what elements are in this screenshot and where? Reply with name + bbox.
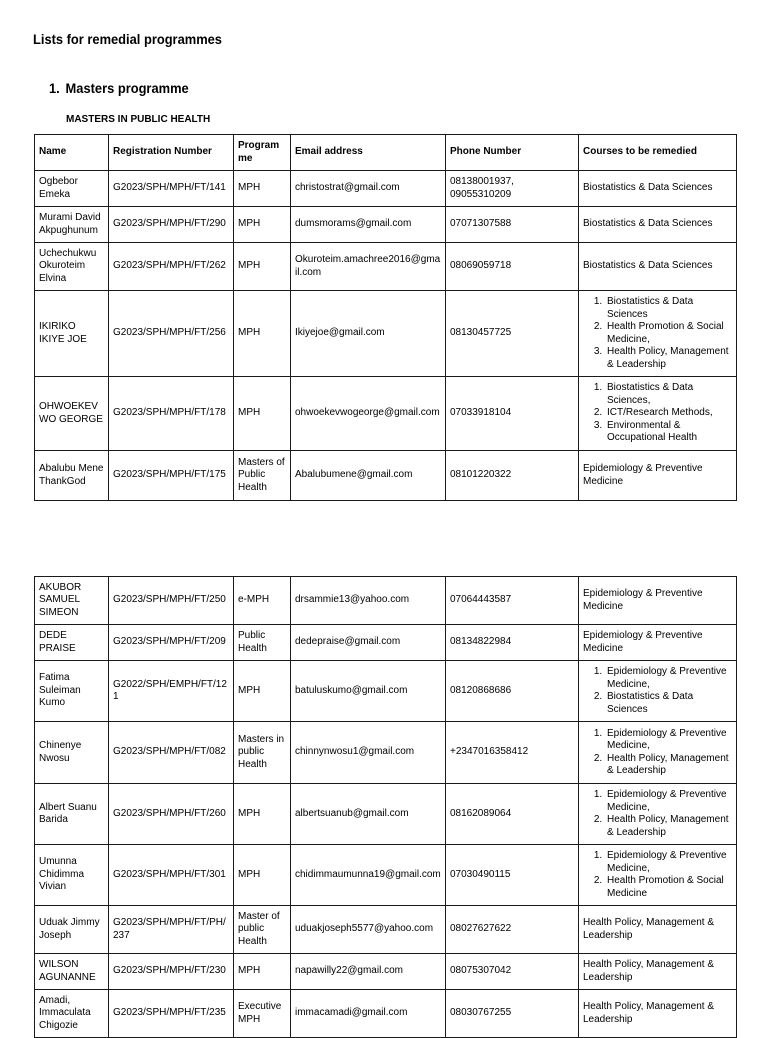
cell-phone: 08134822984 — [446, 625, 579, 661]
courses-list — [583, 850, 732, 900]
cell-name: Albert Suanu Barida — [35, 784, 109, 845]
column-header-programme: Programme — [234, 135, 291, 171]
cell-programme: Executive MPH — [234, 990, 291, 1038]
cell-registration-number: G2023/SPH/MPH/FT/235 — [109, 990, 234, 1038]
cell-email: albertsuanub@gmail.com — [291, 784, 446, 845]
cell-programme: e-MPH — [234, 577, 291, 625]
course-item: 3. Environmental & Occupational Health — [605, 420, 732, 445]
table-row — [35, 625, 737, 661]
cell-registration-number: G2023/SPH/MPH/FT/230 — [109, 954, 234, 990]
cell-programme: MPH — [234, 291, 291, 377]
cell-name: AKUBOR SAMUEL SIMEON — [35, 577, 109, 625]
cell-name: OHWOEKEVWO GEORGE — [35, 377, 109, 451]
cell-email: christostrat@gmail.com — [291, 171, 446, 207]
cell-email: uduakjoseph5577@yahoo.com — [291, 906, 446, 954]
table-row — [35, 451, 737, 501]
cell-courses: Health Policy, Management & Leadership — [579, 990, 737, 1038]
cell-registration-number: G2023/SPH/MPH/FT/141 — [109, 171, 234, 207]
cell-email: Ikiyejoe@gmail.com — [291, 291, 446, 377]
cell-programme: MPH — [234, 171, 291, 207]
cell-programme: Master of public Health — [234, 906, 291, 954]
cell-registration-number: G2023/SPH/MPH/FT/290 — [109, 207, 234, 243]
table-row — [35, 661, 737, 722]
column-header-courses: Courses to be remedied — [579, 135, 737, 171]
cell-name: DEDE PRAISE — [35, 625, 109, 661]
course-item: 1. Epidemiology & Preventive Medicine, — [605, 850, 732, 875]
cell-courses: Health Policy, Management & Leadership — [579, 906, 737, 954]
cell-phone: 08162089064 — [446, 784, 579, 845]
cell-courses: Biostatistics & Data Sciences — [579, 171, 737, 207]
table-row — [35, 291, 737, 377]
cell-registration-number: G2023/SPH/MPH/FT/260 — [109, 784, 234, 845]
section-title: Masters programme — [65, 80, 189, 96]
cell-courses: Biostatistics & Data Sciences — [579, 243, 737, 291]
courses-list — [583, 789, 732, 839]
table-row — [35, 784, 737, 845]
cell-name: Ogbebor Emeka — [35, 171, 109, 207]
column-header-phone: Phone Number — [446, 135, 579, 171]
table-row — [35, 990, 737, 1038]
cell-courses — [579, 291, 737, 377]
cell-registration-number: G2023/SPH/MPH/FT/301 — [109, 845, 234, 906]
cell-programme: Masters in public Health — [234, 722, 291, 784]
table-row — [35, 722, 737, 784]
students-table-page2 — [34, 576, 737, 1038]
courses-list — [583, 666, 732, 716]
cell-registration-number: G2023/SPH/MPH/FT/175 — [109, 451, 234, 501]
cell-programme: MPH — [234, 243, 291, 291]
course-item: 3. Health Policy, Management & Leadership — [605, 346, 732, 371]
cell-programme: MPH — [234, 954, 291, 990]
cell-phone: 08138001937, 09055310209 — [446, 171, 579, 207]
cell-courses: Epidemiology & Preventive Medicine — [579, 577, 737, 625]
cell-registration-number: G2023/SPH/MPH/FT/PH/237 — [109, 906, 234, 954]
course-item: 2. Health Promotion & Social Medicine — [605, 875, 732, 900]
cell-registration-number: G2023/SPH/MPH/FT/209 — [109, 625, 234, 661]
cell-registration-number: G2022/SPH/EMPH/FT/121 — [109, 661, 234, 722]
cell-phone: 08075307042 — [446, 954, 579, 990]
cell-phone: +2347016358412 — [446, 722, 579, 784]
course-item: 1. Epidemiology & Preventive Medicine, — [605, 789, 732, 814]
cell-programme: Public Health — [234, 625, 291, 661]
courses-list — [583, 728, 732, 778]
table-row — [35, 377, 737, 451]
students-table-page1 — [34, 134, 737, 501]
course-item: 2. Health Policy, Management & Leadership — [605, 753, 732, 778]
cell-email: dumsmorams@gmail.com — [291, 207, 446, 243]
cell-courses: Epidemiology & Preventive Medicine — [579, 625, 737, 661]
cell-name: Uchechukwu Okuroteim Elvina — [35, 243, 109, 291]
courses-list — [583, 382, 732, 445]
cell-programme: MPH — [234, 377, 291, 451]
cell-phone: 08130457725 — [446, 291, 579, 377]
column-header-registration: Registration Number — [109, 135, 234, 171]
cell-courses — [579, 377, 737, 451]
column-header-email: Email address — [291, 135, 446, 171]
courses-list — [583, 296, 732, 371]
course-item: 1. Epidemiology & Preventive Medicine, — [605, 666, 732, 691]
cell-name: IKIRIKO IKIYE JOE — [35, 291, 109, 377]
cell-email: chidimmaumunna19@gmail.com — [291, 845, 446, 906]
cell-name: Fatima Suleiman Kumo — [35, 661, 109, 722]
column-header-name: Name — [35, 135, 109, 171]
cell-phone: 08120868686 — [446, 661, 579, 722]
course-item: 1. Epidemiology & Preventive Medicine, — [605, 728, 732, 753]
cell-email: Abalubumene@gmail.com — [291, 451, 446, 501]
cell-email: ohwoekevwogeorge@gmail.com — [291, 377, 446, 451]
table-body — [35, 577, 737, 1038]
cell-phone: 08030767255 — [446, 990, 579, 1038]
cell-phone: 07064443587 — [446, 577, 579, 625]
table-row — [35, 954, 737, 990]
cell-name: Amadi, Immaculata Chigozie — [35, 990, 109, 1038]
cell-programme: MPH — [234, 784, 291, 845]
cell-phone: 07033918104 — [446, 377, 579, 451]
cell-name: Abalubu Mene ThankGod — [35, 451, 109, 501]
section-number: 1. — [49, 80, 60, 96]
cell-programme: Masters of Public Health — [234, 451, 291, 501]
course-item: 2. Health Policy, Management & Leadership — [605, 814, 732, 839]
course-item: 2. Biostatistics & Data Sciences — [605, 691, 732, 716]
cell-registration-number: G2023/SPH/MPH/FT/250 — [109, 577, 234, 625]
table-row — [35, 845, 737, 906]
cell-phone: 08027627622 — [446, 906, 579, 954]
cell-courses: Biostatistics & Data Sciences — [579, 207, 737, 243]
course-item: 2. ICT/Research Methods, — [605, 407, 732, 420]
cell-email: dedepraise@gmail.com — [291, 625, 446, 661]
cell-name: Umunna Chidimma Vivian — [35, 845, 109, 906]
cell-courses — [579, 661, 737, 722]
cell-name: Uduak Jimmy Joseph — [35, 906, 109, 954]
cell-registration-number: G2023/SPH/MPH/FT/178 — [109, 377, 234, 451]
cell-courses — [579, 784, 737, 845]
cell-phone: 07030490115 — [446, 845, 579, 906]
cell-email: batuluskumo@gmail.com — [291, 661, 446, 722]
cell-phone: 07071307588 — [446, 207, 579, 243]
cell-courses — [579, 845, 737, 906]
cell-registration-number: G2023/SPH/MPH/FT/082 — [109, 722, 234, 784]
cell-email: chinnynwosu1@gmail.com — [291, 722, 446, 784]
section-heading — [49, 80, 189, 96]
cell-email: napawilly22@gmail.com — [291, 954, 446, 990]
subsection-heading: MASTERS IN PUBLIC HEALTH — [66, 114, 211, 125]
cell-name: WILSON AGUNANNE — [35, 954, 109, 990]
cell-registration-number: G2023/SPH/MPH/FT/256 — [109, 291, 234, 377]
table-row — [35, 243, 737, 291]
cell-phone: 08069059718 — [446, 243, 579, 291]
course-item: 1. Biostatistics & Data Sciences — [605, 296, 732, 321]
table-row — [35, 577, 737, 625]
table-row — [35, 171, 737, 207]
cell-courses: Epidemiology & Preventive Medicine — [579, 451, 737, 501]
table-body — [35, 171, 737, 501]
cell-registration-number: G2023/SPH/MPH/FT/262 — [109, 243, 234, 291]
table-row — [35, 207, 737, 243]
cell-courses — [579, 722, 737, 784]
cell-name: Murami David Akpughunum — [35, 207, 109, 243]
cell-email: immacamadi@gmail.com — [291, 990, 446, 1038]
cell-email: Okuroteim.amachree2016@gmail.com — [291, 243, 446, 291]
table-row — [35, 906, 737, 954]
cell-programme: MPH — [234, 845, 291, 906]
cell-programme: MPH — [234, 661, 291, 722]
cell-name: Chinenye Nwosu — [35, 722, 109, 784]
cell-courses: Health Policy, Management & Leadership — [579, 954, 737, 990]
table-header-row — [35, 135, 737, 171]
course-item: 2. Health Promotion & Social Medicine, — [605, 321, 732, 346]
cell-phone: 08101220322 — [446, 451, 579, 501]
course-item: 1. Biostatistics & Data Sciences, — [605, 382, 732, 407]
cell-email: drsammie13@yahoo.com — [291, 577, 446, 625]
document-title: Lists for remedial programmes — [33, 31, 222, 47]
cell-programme: MPH — [234, 207, 291, 243]
